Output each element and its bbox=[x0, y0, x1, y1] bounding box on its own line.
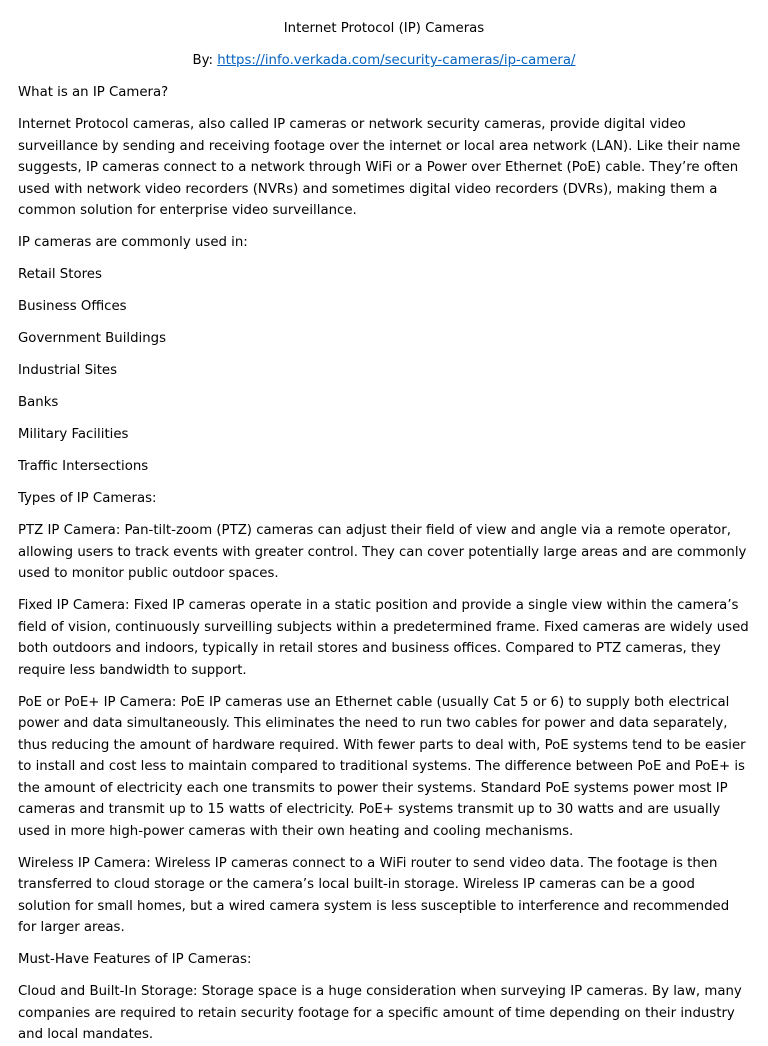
list-item: Traffic Intersections bbox=[18, 459, 149, 474]
source-link[interactable]: https://info.verkada.com/security-cameras/ip-camera/ bbox=[217, 53, 576, 68]
uses-list bbox=[18, 264, 750, 478]
heading-what-is: What is an IP Camera? bbox=[18, 85, 169, 100]
byline-prefix: By: bbox=[192, 53, 218, 68]
type-paragraph-wireless: Wireless IP Camera: Wireless IP cameras connect to a WiFi router to send video data. The footage is then transferred to cloud storage or the camera’s local built-in storage. Wireless IP cameras can be a good solution for small homes, but a wired camera system is less susceptible to interference and recommended for larger areas. bbox=[18, 855, 730, 935]
list-item: Government Buildings bbox=[18, 331, 167, 346]
feature-paragraph-storage: Cloud and Built-In Storage: Storage space is a huge consideration when surveying IP cameras. By law, many companies are required to retain security footage for a specific amount of time depending on their industry and local mandates. bbox=[18, 984, 742, 1042]
uses-intro: IP cameras are commonly used in: bbox=[18, 235, 248, 250]
list-item: Banks bbox=[18, 395, 59, 410]
intro-paragraph: Internet Protocol cameras, also called IP cameras or network security cameras, provide digital video surveillance by sending and receiving footage over the internet or local area network (LAN). Like their name suggests, IP cameras connect to a network through WiFi or a Power over Ethernet (PoE) cable. They’re often used with network video recorders (NVRs) and sometimes digital video recorders (DVRs), making them a common solution for enterprise video surveillance. bbox=[18, 117, 741, 218]
type-paragraph-ptz: PTZ IP Camera: Pan-tilt-zoom (PTZ) cameras can adjust their field of view and angle via a remote operator, allowing users to track events with greater control. They can cover potentially large areas and are commonly used to monitor public outdoor spaces. bbox=[18, 523, 747, 581]
type-paragraph-fixed: Fixed IP Camera: Fixed IP cameras operate in a static position and provide a single view within the camera’s field of vision, continuously surveilling subjects within a predetermined frame. Fixed cameras are widely used both outdoors and indoors, typically in retail stores and business offices. Compared to PTZ cameras, they require less bandwidth to support. bbox=[18, 598, 749, 678]
document-title: Internet Protocol (IP) Cameras bbox=[283, 21, 485, 36]
type-paragraph-poe: PoE or PoE+ IP Camera: PoE IP cameras use an Ethernet cable (usually Cat 5 or 6) to supply both electrical power and data simultaneously. This eliminates the need to run two cables for power and data separately, thus reducing the amount of hardware required. With fewer parts to deal with, PoE systems tend to be easier to install and cost less to maintain compared to traditional systems. The difference between PoE and PoE+ is the amount of electricity each one transmits to power their systems. Standard PoE systems power most IP cameras and transmit up to 15 watts of electricity. PoE+ systems transmit up to 30 watts and are usually used in more high-power cameras with their own heating and cooling mechanisms. bbox=[18, 694, 746, 839]
heading-features: Must-Have Features of IP Cameras: bbox=[18, 952, 252, 967]
list-item: Business Offices bbox=[18, 299, 127, 314]
byline bbox=[18, 50, 750, 72]
heading-types: Types of IP Cameras: bbox=[18, 491, 157, 506]
list-item: Military Facilities bbox=[18, 427, 129, 442]
list-item: Industrial Sites bbox=[18, 363, 118, 378]
list-item: Retail Stores bbox=[18, 267, 102, 282]
